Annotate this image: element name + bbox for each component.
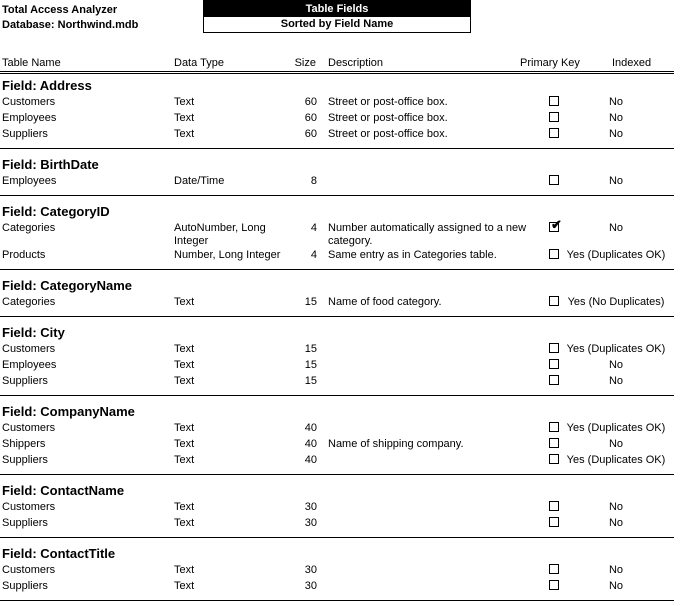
checkmark-icon: ✔ [551,217,562,232]
table-name-cell: Suppliers [2,375,48,387]
primary-key-checkbox [549,438,559,448]
app-name: Total Access Analyzer [2,4,118,16]
description-cell: Street or post-office box. [328,128,448,140]
group-divider [0,195,674,196]
table-row [0,296,674,312]
column-header-primary-key: Primary Key [520,57,580,69]
group-divider [0,474,674,475]
indexed-cell: No [608,438,624,450]
table-name-cell: Customers [2,422,56,434]
table-name-cell: Suppliers [2,517,48,529]
size-cell: 15 [304,343,317,355]
table-name-cell: Customers [2,501,56,513]
table-name-cell: Customers [2,343,56,355]
size-cell: 15 [304,296,317,308]
size-cell: 40 [304,438,317,450]
indexed-cell: No [608,128,624,140]
table-row [0,249,674,265]
primary-key-checkbox [549,580,559,590]
table-row [0,175,674,191]
primary-key-checkbox [549,296,559,306]
report-header [2,3,138,33]
indexed-cell: Yes (No Duplicates) [567,296,665,308]
size-cell: 4 [310,249,317,261]
data-type-cell: Text [174,438,195,450]
primary-key-checkbox [549,564,559,574]
table-row [0,112,674,128]
table-name-cell: Suppliers [2,454,48,466]
field-group [0,480,674,543]
field-group [0,275,674,322]
indexed-cell: Yes (Duplicates OK) [566,454,666,466]
indexed-cell: No [608,564,624,576]
indexed-cell: No [608,112,624,124]
data-type-cell: Text [174,501,195,513]
size-cell: 30 [304,517,317,529]
table-row [0,501,674,517]
table-row [0,359,674,375]
size-cell: 15 [304,359,317,371]
data-type-cell: Text [174,422,195,434]
field-group [0,75,674,154]
data-type-cell: Text [174,375,195,387]
group-divider [0,316,674,317]
field-group-title: Field: ContactTitle [2,546,116,561]
size-cell: 40 [304,422,317,434]
primary-key-checkbox [549,422,559,432]
group-divider [0,148,674,149]
indexed-cell: No [608,222,624,234]
primary-key-checkbox [549,343,559,353]
data-type-cell: Text [174,128,195,140]
description-cell: Street or post-office box. [328,112,448,124]
size-cell: 40 [304,454,317,466]
primary-key-checkbox [549,217,562,232]
size-cell: 30 [304,501,317,513]
size-cell: 4 [310,222,317,234]
field-group-title: Field: CategoryName [2,278,133,293]
indexed-cell: No [608,175,624,187]
field-group [0,401,674,480]
indexed-cell: Yes (Duplicates OK) [566,343,666,355]
table-row [0,517,674,533]
table-name-cell: Shippers [2,438,46,450]
group-divider [0,600,674,601]
primary-key-checkbox [549,128,559,138]
indexed-cell: Yes (Duplicates OK) [566,249,666,261]
field-group-title: Field: BirthDate [2,157,99,172]
table-name-cell: Suppliers [2,580,48,592]
table-name-cell: Categories [2,222,56,234]
size-cell: 30 [304,564,317,576]
field-group [0,154,674,201]
indexed-cell: No [608,359,624,371]
primary-key-checkbox [549,517,559,527]
column-headers [0,57,674,71]
column-header-data-type: Data Type [174,57,224,69]
indexed-cell: No [608,501,624,513]
primary-key-checkbox [549,501,559,511]
table-row [0,375,674,391]
table-row [0,422,674,438]
report-subtitle: Sorted by Field Name [280,18,394,30]
description-cell: Number automatically assigned to a new category. [328,222,527,247]
data-type-cell: Text [174,517,195,529]
report-body [0,75,674,606]
table-name-cell: Suppliers [2,128,48,140]
table-name-cell: Categories [2,296,56,308]
field-group-title: Field: CompanyName [2,404,135,419]
data-type-cell: Text [174,296,195,308]
database-name: Database: Northwind.mdb [2,19,139,31]
report-title: Table Fields [204,1,470,17]
group-divider [0,269,674,270]
size-cell: 30 [304,580,317,592]
description-cell: Street or post-office box. [328,96,448,108]
table-row [0,454,674,470]
primary-key-checkbox [549,175,559,185]
table-name-cell: Customers [2,564,56,576]
report-title-box [203,0,471,33]
field-group-title: Field: CategoryID [2,204,110,219]
table-name-cell: Customers [2,96,56,108]
size-cell: 60 [304,112,317,124]
field-group-title: Field: ContactName [2,483,125,498]
data-type-cell: Text [174,112,195,124]
column-header-indexed: Indexed [612,57,652,69]
table-row [0,217,674,249]
description-cell: Name of food category. [328,296,442,308]
header-double-rule [0,71,674,74]
primary-key-checkbox [549,96,559,106]
field-group-title: Field: City [2,325,65,340]
size-cell: 15 [304,375,317,387]
data-type-cell: Text [174,454,195,466]
table-row [0,343,674,359]
table-row [0,564,674,580]
primary-key-checkbox [549,112,559,122]
primary-key-checkbox [549,375,559,385]
data-type-cell: Date/Time [174,175,225,187]
table-row [0,128,674,144]
table-name-cell: Products [2,249,46,261]
column-header-size: Size [294,57,316,69]
indexed-cell: No [608,375,624,387]
data-type-cell: Number, Long Integer [174,249,281,261]
column-header-description: Description [328,57,384,69]
indexed-cell: Yes (Duplicates OK) [566,422,666,434]
primary-key-checkbox [549,359,559,369]
description-cell: Same entry as in Categories table. [328,249,497,261]
table-row [0,438,674,454]
table-name-cell: Employees [2,359,57,371]
description-cell: Name of shipping company. [328,438,464,450]
column-header-table-name: Table Name [2,57,61,69]
indexed-cell: No [608,580,624,592]
table-name-cell: Employees [2,175,57,187]
primary-key-checkbox [549,249,559,259]
table-name-cell: Employees [2,112,57,124]
table-row [0,580,674,596]
field-group [0,322,674,401]
size-cell: 60 [304,96,317,108]
indexed-cell: No [608,517,624,529]
data-type-cell: AutoNumber, Long Integer [174,222,266,247]
group-divider [0,395,674,396]
data-type-cell: Text [174,564,195,576]
field-group-title: Field: Address [2,78,92,93]
data-type-cell: Text [174,96,195,108]
data-type-cell: Text [174,343,195,355]
group-divider [0,537,674,538]
table-row [0,96,674,112]
size-cell: 60 [304,128,317,140]
data-type-cell: Text [174,359,195,371]
data-type-cell: Text [174,580,195,592]
primary-key-checkbox [549,454,559,464]
size-cell: 8 [310,175,317,187]
field-group [0,543,674,606]
field-group [0,201,674,275]
indexed-cell: No [608,96,624,108]
